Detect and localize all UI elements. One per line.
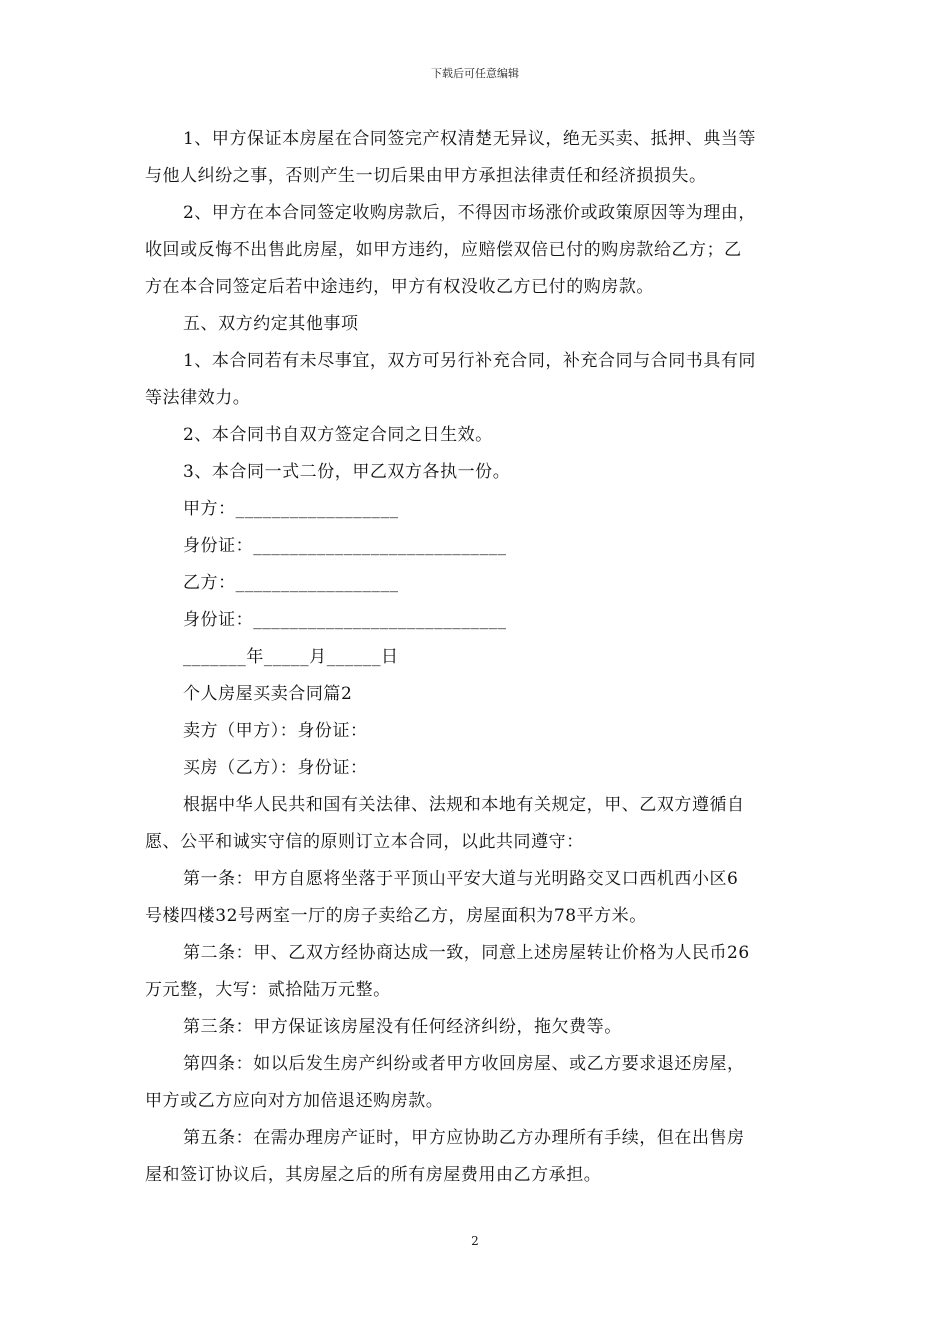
article-line: 第三条：甲方保证该房屋没有任何经济纠纷，拖欠费等。 (183, 1017, 622, 1037)
article-line: 第二条：甲、乙双方经协商达成一致，同意上述房屋转让价格为人民币26 (183, 943, 750, 963)
paragraph-line: 等法律效力。 (145, 388, 251, 408)
paragraph-line: 2、本合同书自双方签定合同之日生效。 (183, 425, 493, 445)
paragraph-line: 与他人纠纷之事，否则产生一切后果由甲方承担法律责任和经济损损失。 (145, 166, 707, 186)
seller-line: 卖方（甲方）：身份证： (183, 721, 368, 741)
paragraph-line: 1、甲方保证本房屋在合同签完产权清楚无异议，绝无买卖、抵押、典当等 (183, 129, 756, 149)
signature-id-a: 身份证：____________________________ (183, 536, 507, 556)
buyer-line: 买房（乙方）：身份证： (183, 758, 368, 778)
paragraph-line: 甲方或乙方应向对方加倍退还购房款。 (145, 1091, 444, 1111)
paragraph-line: 1、本合同若有未尽事宜，双方可另行补充合同，补充合同与合同书具有同 (183, 351, 756, 371)
paragraph-line: 收回或反悔不出售此房屋，如甲方违约，应赔偿双倍已付的购房款给乙方；乙 (145, 240, 742, 260)
signature-id-b: 身份证：____________________________ (183, 610, 507, 630)
paragraph-line: 号楼四楼32号两室一厅的房子卖给乙方，房屋面积为78平方米。 (145, 906, 647, 926)
paragraph-line: 根据中华人民共和国有关法律、法规和本地有关规定，甲、乙双方遵循自 (183, 795, 745, 815)
paragraph-line: 屋和签订协议后，其房屋之后的所有房屋费用由乙方承担。 (145, 1165, 602, 1185)
paragraph-line: 3、本合同一式二份，甲乙双方各执一份。 (183, 462, 511, 482)
section-title: 个人房屋买卖合同篇2 (183, 684, 353, 704)
signature-party-a: 甲方：__________________ (183, 499, 399, 519)
article-line: 第四条：如以后发生房产纠纷或者甲方收回房屋、或乙方要求退还房屋， (183, 1054, 745, 1074)
section-heading: 五、双方约定其他事项 (183, 314, 359, 334)
paragraph-line: 方在本合同签定后若中途违约，甲方有权没收乙方已付的购房款。 (145, 277, 654, 297)
page-number: 2 (471, 1234, 479, 1248)
signature-date: _______年_____月______日 (183, 647, 399, 667)
signature-party-b: 乙方：__________________ (183, 573, 399, 593)
article-line: 第一条：甲方自愿将坐落于平顶山平安大道与光明路交叉口西机西小区6 (183, 869, 739, 889)
paragraph-line: 2、甲方在本合同签定收购房款后，不得因市场涨价或政策原因等为理由， (183, 203, 756, 223)
document-body (145, 121, 808, 1194)
paragraph-line: 万元整，大写：贰拾陆万元整。 (145, 980, 391, 1000)
paragraph-line: 愿、公平和诚实守信的原则订立本合同，以此共同遵守： (145, 832, 584, 852)
page-header: 下载后可任意编辑 (431, 67, 519, 80)
article-line: 第五条：在需办理房产证时，甲方应协助乙方办理所有手续，但在出售房 (183, 1128, 745, 1148)
